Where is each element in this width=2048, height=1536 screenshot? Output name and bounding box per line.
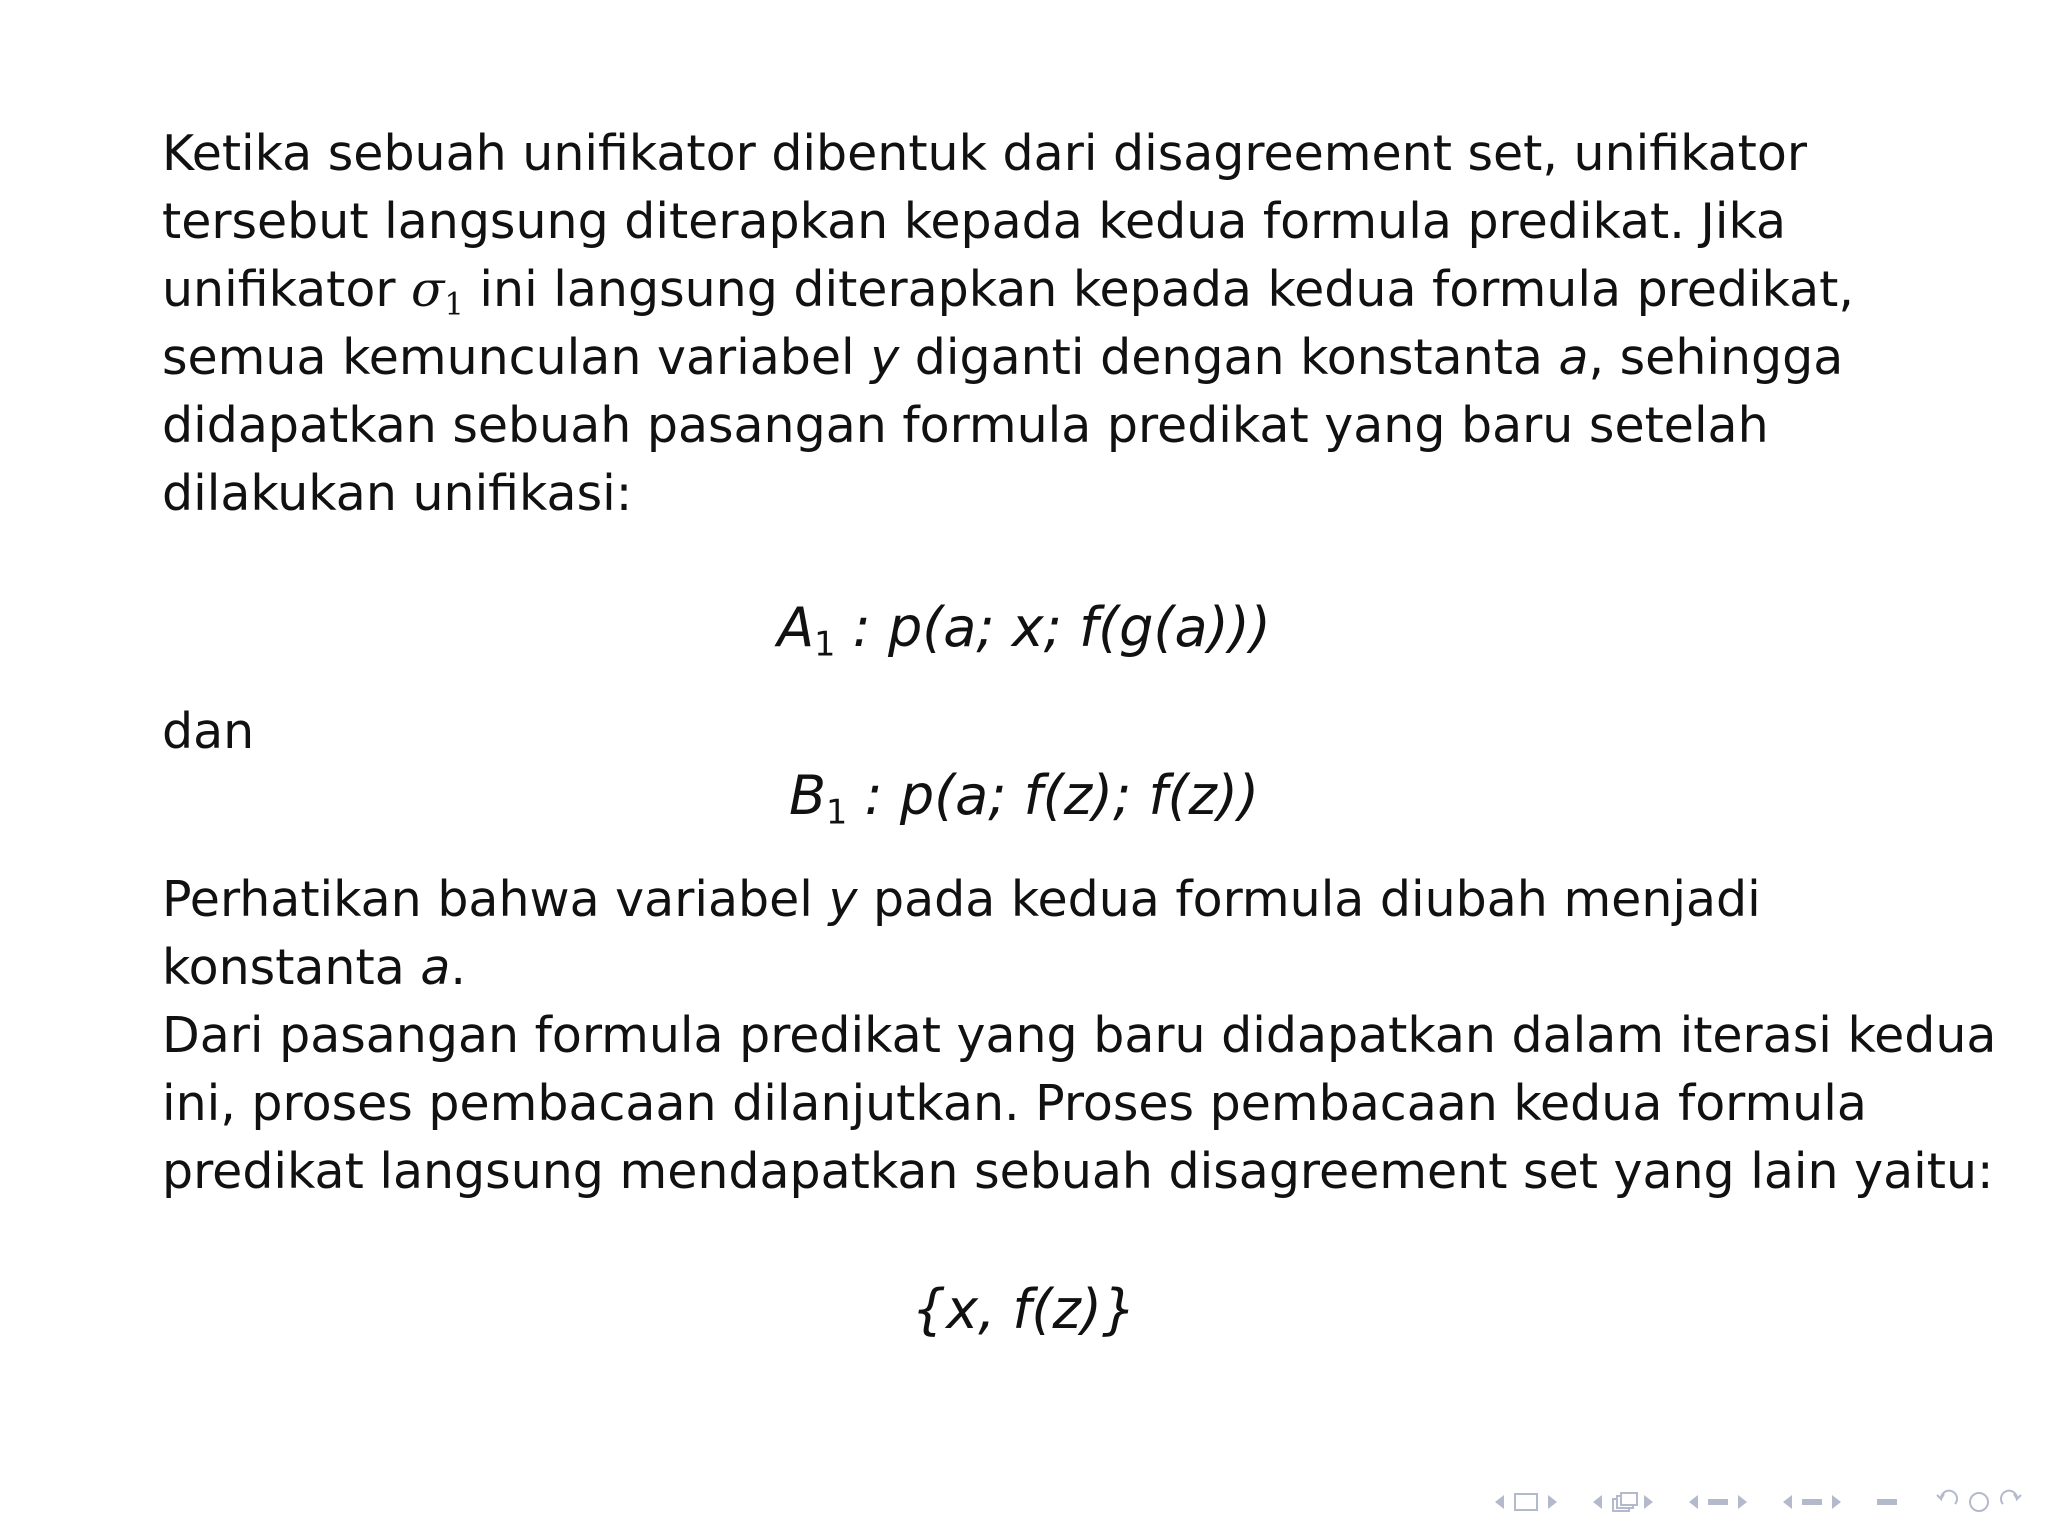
equation-b1-subscript: 1: [826, 792, 848, 832]
document-nav: [1778, 1495, 1846, 1509]
prev-document-section-icon[interactable]: [1783, 1495, 1792, 1509]
equation-a1-body: : p(a; x; f(g(a))): [835, 596, 1271, 659]
next-frame-icon[interactable]: [1548, 1495, 1557, 1509]
frame-nav: [1490, 1493, 1562, 1511]
subsection-icon[interactable]: [1612, 1492, 1634, 1512]
connector-text: [162, 698, 1922, 766]
text-segment: , sehingga: [1588, 329, 1844, 386]
text-line: tersebut langsung diterapkan kepada kedua formula predikat. Jika: [162, 193, 1786, 250]
appendix-nav: [1872, 1499, 1902, 1505]
prev-frame-icon[interactable]: [1495, 1495, 1504, 1509]
text-segment: unifikator: [162, 261, 412, 318]
next-section-icon[interactable]: [1738, 1495, 1747, 1509]
back-icon[interactable]: [1933, 1488, 1959, 1516]
prev-section-icon[interactable]: [1689, 1495, 1698, 1509]
text-segment: .: [450, 939, 466, 996]
text-line-variables: [162, 324, 1922, 392]
next-subsection-icon[interactable]: [1644, 1495, 1653, 1509]
equation-b1-name: B: [788, 764, 826, 827]
sigma-subscript: 1: [444, 287, 464, 323]
equation-b1: [0, 762, 2048, 830]
text-line-sigma: [162, 256, 1922, 324]
equation-a1-name: A: [777, 596, 815, 659]
text-segment: diganti dengan konstanta: [899, 329, 1559, 386]
document-icon[interactable]: [1802, 1499, 1822, 1505]
paragraph-note: [162, 866, 1922, 1002]
connector-dan: dan: [162, 703, 255, 760]
section-icon[interactable]: [1708, 1499, 1728, 1505]
text-line: predikat langsung mendapatkan sebuah disagreement set yang lain yaitu:: [162, 1143, 1994, 1200]
prev-subsection-icon[interactable]: [1593, 1495, 1602, 1509]
equation-b1-body: : p(a; f(z); f(z)): [847, 764, 1260, 827]
disagreement-set: {x, f(z)}: [911, 1278, 1137, 1341]
text-line-note: [162, 934, 1922, 1002]
text-line: Ketika sebuah unifikator dibentuk dari disagreement set, unifikator: [162, 125, 1807, 182]
appendix-icon[interactable]: [1877, 1499, 1897, 1505]
equation-a1: [0, 594, 2048, 662]
text-line: ini, proses pembacaan dilanjutkan. Proses pembacaan kedua formula: [162, 1075, 1867, 1132]
paragraph-unification: [162, 120, 1922, 528]
text-line: didapatkan sebuah pasangan formula predikat yang baru setelah: [162, 397, 1769, 454]
forward-icon[interactable]: [1999, 1488, 2025, 1516]
sigma-symbol: σ: [411, 261, 445, 318]
equation-a1-subscript: 1: [814, 624, 836, 664]
beamer-navigation: [1464, 1482, 2030, 1522]
constant-a: a: [1558, 329, 1589, 386]
text-line: dilakukan unifikasi:: [162, 465, 633, 522]
text-segment: konstanta: [162, 939, 421, 996]
frame-icon[interactable]: [1514, 1493, 1538, 1511]
text-segment: ini langsung diterapkan kepada kedua formula predikat,: [463, 261, 1854, 318]
text-line: Dari pasangan formula predikat yang baru didapatkan dalam iterasi kedua: [162, 1007, 1997, 1064]
text-segment: pada kedua formula diubah menjadi: [857, 871, 1761, 928]
history-nav: [1928, 1488, 2030, 1516]
text-segment: Perhatikan bahwa variabel: [162, 871, 829, 928]
variable-y: y: [870, 329, 900, 386]
subsection-nav: [1588, 1492, 1658, 1512]
search-icon[interactable]: [1969, 1492, 1989, 1512]
constant-a: a: [420, 939, 451, 996]
text-segment: semua kemunculan variabel: [162, 329, 871, 386]
variable-y: y: [828, 871, 858, 928]
next-document-section-icon[interactable]: [1832, 1495, 1841, 1509]
paragraph-iteration: [162, 1002, 1997, 1206]
section-nav: [1684, 1495, 1752, 1509]
text-line-note: [162, 866, 1922, 934]
